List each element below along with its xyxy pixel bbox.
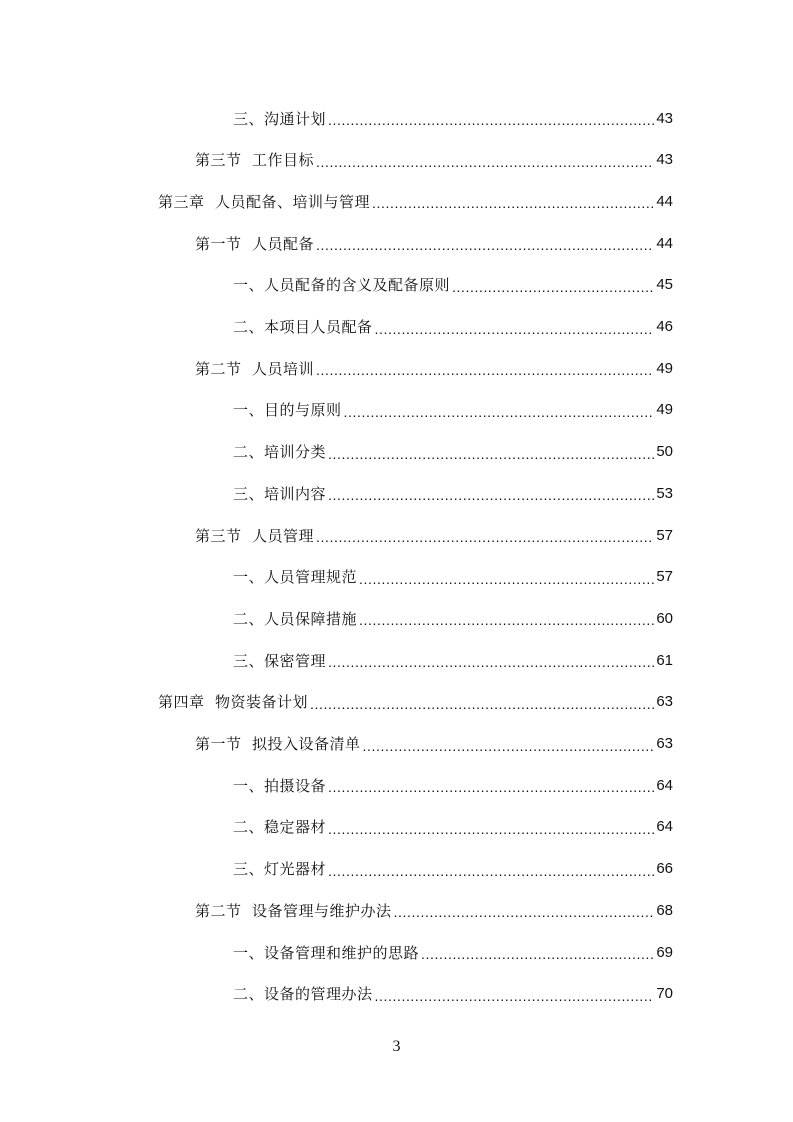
toc-entry[interactable]	[233, 857, 673, 881]
toc-entry-page: 44	[656, 192, 673, 210]
leader-dots	[363, 738, 655, 754]
toc-entry[interactable]	[233, 273, 673, 297]
toc-entry-page: 53	[656, 484, 673, 502]
toc-entry-page: 45	[656, 276, 673, 294]
toc-entry-page: 57	[656, 526, 673, 544]
toc-entry-page: 68	[656, 901, 673, 919]
toc-entry-page: 49	[656, 401, 673, 419]
toc-entry[interactable]	[233, 565, 673, 589]
toc-entry[interactable]	[233, 773, 673, 797]
leader-dots	[316, 154, 654, 170]
leader-dots	[310, 696, 654, 712]
toc-entry-title: 一、人员管理规范	[233, 568, 358, 587]
toc-entry[interactable]	[195, 356, 673, 380]
leader-dots	[394, 904, 655, 920]
leader-dots	[328, 112, 654, 128]
leader-dots	[375, 321, 655, 337]
toc-entry[interactable]	[233, 940, 673, 964]
toc-entry[interactable]	[233, 440, 673, 464]
leader-dots	[375, 988, 655, 1004]
toc-entry-page: 63	[656, 735, 673, 752]
toc-entry-page: 64	[656, 776, 673, 794]
toc-entry[interactable]	[195, 231, 673, 255]
toc-entry-title: 一、人员配备的含义及配备原则	[233, 276, 451, 295]
toc-entry-title: 第四章 物资装备计划	[158, 693, 309, 712]
toc-entry[interactable]	[158, 690, 673, 714]
leader-dots	[316, 237, 654, 253]
toc-entry-title: 一、目的与原则	[233, 401, 342, 420]
toc-entry-title: 二、设备的管理办法	[233, 985, 373, 1004]
toc-entry-title: 二、本项目人员配备	[233, 318, 373, 336]
toc-entry-title: 二、稳定器材	[233, 818, 327, 837]
leader-dots	[328, 863, 654, 879]
toc-entry-title: 第二节 人员培训	[195, 359, 315, 378]
toc-entry-title: 二、培训分类	[233, 443, 327, 462]
leader-dots	[328, 654, 654, 670]
leader-dots	[359, 571, 654, 587]
toc-entry-title: 一、设备管理和维护的思路	[233, 943, 420, 962]
toc-entry-title: 三、培训内容	[233, 484, 327, 503]
toc-entry-page: 61	[656, 651, 673, 669]
toc-entry[interactable]	[195, 732, 673, 756]
toc-entry-page: 69	[656, 943, 673, 961]
toc-entry[interactable]	[233, 315, 673, 339]
leader-dots	[328, 446, 654, 462]
toc-entry-page: 66	[656, 860, 673, 878]
toc-entry-title: 三、保密管理	[233, 651, 327, 670]
toc-entry-title: 二、人员保障措施	[233, 609, 358, 628]
page-number: 3	[392, 1038, 401, 1055]
toc-entry-title: 第一节 人员配备	[195, 234, 315, 253]
toc-entry-page: 63	[656, 693, 673, 711]
toc-entry[interactable]	[233, 398, 673, 422]
toc-entry[interactable]	[233, 648, 673, 672]
leader-dots	[359, 612, 654, 628]
toc-entry[interactable]	[195, 898, 673, 922]
toc-entry[interactable]	[195, 148, 673, 172]
toc-entry-page: 50	[656, 443, 673, 461]
toc-entry[interactable]	[158, 189, 673, 213]
toc-entry-title: 第三章 人员配备、培训与管理	[158, 192, 371, 211]
toc-entry[interactable]	[233, 982, 673, 1006]
toc-entry-page: 57	[656, 568, 673, 586]
toc-entry[interactable]	[195, 523, 673, 547]
toc-entry[interactable]	[233, 106, 673, 130]
toc-entry-title: 第三节 工作目标	[195, 151, 315, 170]
leader-dots	[316, 362, 654, 378]
toc-entry-page: 43	[656, 109, 673, 127]
toc-entry-title: 三、沟通计划	[233, 109, 327, 128]
toc-entry-page: 70	[656, 985, 673, 1003]
toc-entry[interactable]	[233, 815, 673, 839]
leader-dots	[421, 946, 654, 962]
toc-entry-page: 43	[656, 151, 673, 169]
toc-entry-page: 60	[656, 609, 673, 627]
toc-entry-page: 44	[656, 234, 673, 252]
toc-entry-title: 第一节 拟投入设备清单	[195, 735, 361, 753]
leader-dots	[328, 779, 654, 795]
toc-entry-page: 64	[656, 818, 673, 836]
leader-dots	[328, 487, 654, 503]
toc-entry[interactable]	[233, 481, 673, 505]
leader-dots	[344, 404, 655, 420]
toc-entry-title: 一、拍摄设备	[233, 776, 327, 795]
leader-dots	[452, 279, 654, 295]
leader-dots	[316, 529, 654, 545]
toc-entry-page: 46	[656, 318, 673, 335]
toc-entry-title: 三、灯光器材	[233, 860, 327, 879]
toc-entry-title: 第二节 设备管理与维护办法	[195, 901, 392, 920]
toc-entry[interactable]	[233, 606, 673, 630]
toc-entry-page: 49	[656, 359, 673, 377]
leader-dots	[372, 195, 654, 211]
leader-dots	[328, 821, 654, 837]
toc-entry-title: 第三节 人员管理	[195, 526, 315, 545]
